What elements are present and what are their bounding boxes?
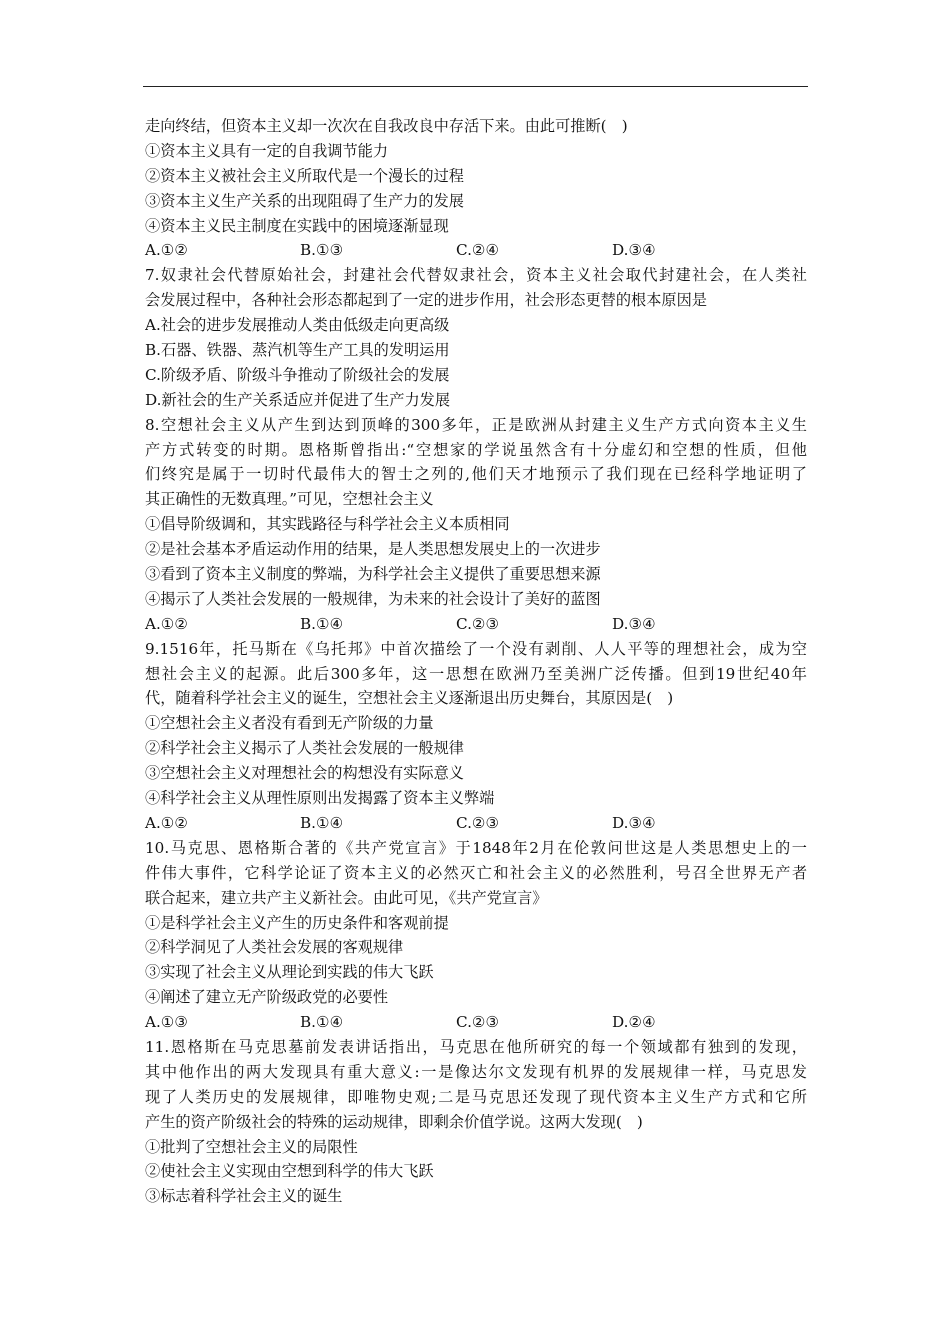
option-c: C.②③ xyxy=(456,614,500,633)
question-text-line: 联合起来，建立共产主义新社会。由此可见，《共产党宣言》 xyxy=(145,888,548,907)
statement-item: ①批判了空想社会主义的局限性 xyxy=(145,1137,358,1156)
question-text-line: 会发展过程中，各种社会形态都起到了一定的进步作用，社会形态更替的根本原因是 xyxy=(145,291,707,310)
answer-options xyxy=(145,238,807,263)
question-text-line: 产生的资产阶级社会的特殊的运动规律，即剩余价值学说。这两大发现( ) xyxy=(145,1112,643,1131)
statement-item: ③实现了社会主义从理论到实践的伟大飞跃 xyxy=(145,963,434,982)
question-text-line: 9.1516年，托马斯在《乌托邦》中首次描绘了一个没有剥削、人人平等的理想社会，成为空 xyxy=(145,639,807,658)
question-text-line: 7.奴隶社会代替原始社会，封建社会代替奴隶社会，资本主义社会取代封建社会，在人类社 xyxy=(145,266,807,285)
statement-item: ③标志着科学社会主义的诞生 xyxy=(145,1187,343,1206)
option-a: A.①② xyxy=(145,614,189,633)
question-text-line: 代，随着科学社会主义的诞生，空想社会主义逐渐退出历史舞台，其原因是( ) xyxy=(145,689,674,708)
question-10 xyxy=(145,836,807,1035)
option-b: B.石器、铁器、蒸汽机等生产工具的发明运用 xyxy=(145,341,450,360)
question-6-continuation xyxy=(145,114,807,263)
answer-options xyxy=(145,811,807,836)
option-c: C.②④ xyxy=(456,241,500,260)
question-11 xyxy=(145,1035,807,1209)
question-7 xyxy=(145,263,807,412)
statement-item: ①是科学社会主义产生的历史条件和客观前提 xyxy=(145,913,449,932)
option-a: A.①③ xyxy=(145,1013,189,1032)
option-b: B.①④ xyxy=(300,614,344,633)
question-text-line: 现了人类历史的发展规律，即唯物史观;二是马克思还发现了现代资本主义生产方式和它所 xyxy=(145,1087,807,1106)
option-b: B.①③ xyxy=(300,241,344,260)
statement-item: ④揭示了人类社会发展的一般规律，为未来的社会设计了美好的蓝图 xyxy=(145,589,601,608)
option-c: C.②③ xyxy=(456,813,500,832)
option-d: D.③④ xyxy=(612,614,656,633)
option-a: A.社会的进步发展推动人类由低级走向更高级 xyxy=(145,316,450,335)
statement-item: ④科学社会主义从理性原则出发揭露了资本主义弊端 xyxy=(145,789,495,808)
statement-item: ②科学洞见了人类社会发展的客观规律 xyxy=(145,938,404,957)
header-rule xyxy=(143,86,808,87)
question-9 xyxy=(145,637,807,836)
statement-item: ②科学社会主义揭示了人类社会发展的一般规律 xyxy=(145,739,464,758)
question-8 xyxy=(145,413,807,637)
question-text-line: 其中他作出的两大发现具有重大意义:一是像达尔文发现有机界的发展规律一样，马克思发 xyxy=(145,1062,807,1081)
statement-item: ①资本主义具有一定的自我调节能力 xyxy=(145,141,388,160)
statement-item: ③看到了资本主义制度的弊端，为科学社会主义提供了重要思想来源 xyxy=(145,565,601,584)
option-b: B.①④ xyxy=(300,1013,344,1032)
statement-item: ④阐述了建立无产阶级政党的必要性 xyxy=(145,988,388,1007)
question-text-line: 想社会主义的起源。此后300多年，这一思想在欧洲乃至美洲广泛传播。但到19世纪40年 xyxy=(145,664,807,683)
option-a: A.①② xyxy=(145,241,189,260)
question-text-line: 产方式转变的时期。恩格斯曾指出:“空想家的学说虽然含有十分虚幻和空想的性质，但他 xyxy=(145,440,807,459)
statement-item: ①倡导阶级调和，其实践路径与科学社会主义本质相同 xyxy=(145,515,510,534)
answer-options xyxy=(145,612,807,637)
statement-item: ③资本主义生产关系的出现阻碍了生产力的发展 xyxy=(145,191,464,210)
statement-item: ②是社会基本矛盾运动作用的结果，是人类思想发展史上的一次进步 xyxy=(145,540,601,559)
statement-item: ③空想社会主义对理想社会的构想没有实际意义 xyxy=(145,764,464,783)
question-text-line: 10.马克思、恩格斯合著的《共产党宣言》于1848年2月在伦敦问世这是人类思想史上的一 xyxy=(145,838,807,857)
question-text-line: 8.空想社会主义从产生到达到顶峰的300多年，正是欧洲从封建主义生产方式向资本主义生 xyxy=(145,415,807,434)
option-d: D.新社会的生产关系适应并促进了生产力发展 xyxy=(145,390,451,409)
statement-item: ④资本主义民主制度在实践中的困境逐渐显现 xyxy=(145,216,449,235)
question-text-line: 件伟大事件，它科学论证了资本主义的必然灭亡和社会主义的必然胜利，号召全世界无产者 xyxy=(145,863,807,882)
question-text-line: 11.恩格斯在马克思墓前发表讲话指出，马克思在他所研究的每一个领域都有独到的发现， xyxy=(145,1037,807,1056)
answer-options xyxy=(145,1010,807,1035)
question-text-line: 走向终结，但资本主义却一次次在自我改良中存活下来。由此可推断( ) xyxy=(145,117,628,135)
question-text-line: 们终究是属于一切时代最伟大的智士之列的,他们天才地预示了我们现在已经科学地证明了 xyxy=(145,465,807,484)
option-b: B.①④ xyxy=(300,813,344,832)
option-d: D.②④ xyxy=(612,1013,656,1032)
question-text-line: 其正确性的无数真理。”可见，空想社会主义 xyxy=(145,490,434,509)
option-c: C.②③ xyxy=(456,1013,500,1032)
statement-item: ①空想社会主义者没有看到无产阶级的力量 xyxy=(145,714,434,733)
option-a: A.①② xyxy=(145,813,189,832)
option-d: D.③④ xyxy=(612,813,656,832)
statement-item: ②使社会主义实现由空想到科学的伟大飞跃 xyxy=(145,1162,434,1181)
document-body xyxy=(145,114,807,1209)
option-d: D.③④ xyxy=(612,241,656,260)
statement-item: ②资本主义被社会主义所取代是一个漫长的过程 xyxy=(145,166,464,185)
option-c: C.阶级矛盾、阶级斗争推动了阶级社会的发展 xyxy=(145,365,450,384)
